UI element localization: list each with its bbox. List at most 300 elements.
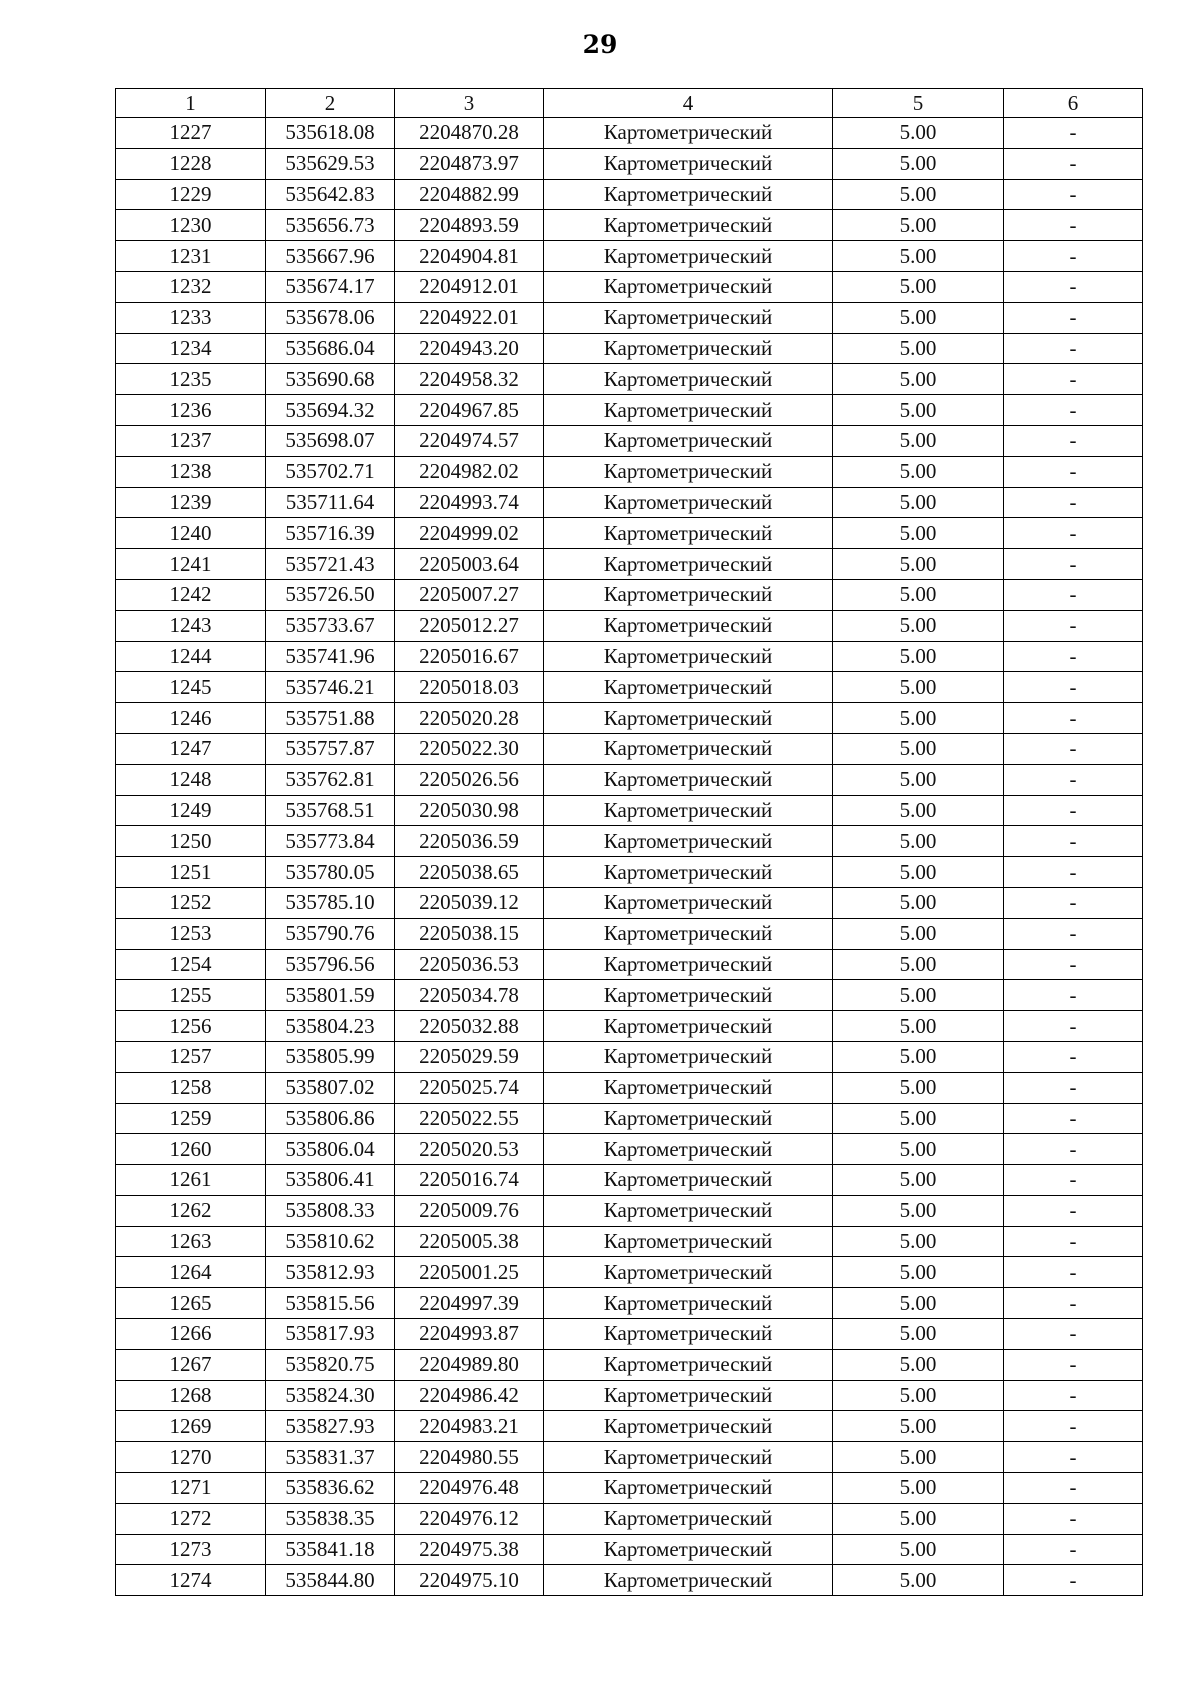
y-coordinate-cell: 2205038.15 (395, 918, 544, 949)
method-cell: Картометрический (544, 241, 833, 272)
description-cell: - (1004, 887, 1143, 918)
table-row (116, 1473, 1143, 1504)
y-coordinate-cell: 2205018.03 (395, 672, 544, 703)
method-cell: Картометрический (544, 949, 833, 980)
point-number-cell: 1238 (116, 456, 266, 487)
point-number-cell: 1229 (116, 179, 266, 210)
x-coordinate-cell: 535805.99 (266, 1041, 395, 1072)
table-row (116, 610, 1143, 641)
accuracy-cell: 5.00 (833, 1503, 1004, 1534)
description-cell: - (1004, 518, 1143, 549)
x-coordinate-cell: 535678.06 (266, 302, 395, 333)
point-number-cell: 1271 (116, 1473, 266, 1504)
column-header: 6 (1004, 89, 1143, 118)
x-coordinate-cell: 535762.81 (266, 764, 395, 795)
table-row (116, 980, 1143, 1011)
accuracy-cell: 5.00 (833, 1011, 1004, 1042)
y-coordinate-cell: 2204986.42 (395, 1380, 544, 1411)
y-coordinate-cell: 2205032.88 (395, 1011, 544, 1042)
point-number-cell: 1227 (116, 118, 266, 149)
accuracy-cell: 5.00 (833, 1380, 1004, 1411)
column-header: 3 (395, 89, 544, 118)
y-coordinate-cell: 2204999.02 (395, 518, 544, 549)
y-coordinate-cell: 2205026.56 (395, 764, 544, 795)
x-coordinate-cell: 535690.68 (266, 364, 395, 395)
table-row (116, 1349, 1143, 1380)
point-number-cell: 1269 (116, 1411, 266, 1442)
accuracy-cell: 5.00 (833, 179, 1004, 210)
point-number-cell: 1251 (116, 857, 266, 888)
accuracy-cell: 5.00 (833, 857, 1004, 888)
description-cell: - (1004, 487, 1143, 518)
accuracy-cell: 5.00 (833, 1072, 1004, 1103)
table-row (116, 1165, 1143, 1196)
table-row (116, 1534, 1143, 1565)
y-coordinate-cell: 2205022.30 (395, 733, 544, 764)
accuracy-cell: 5.00 (833, 1165, 1004, 1196)
y-coordinate-cell: 2204989.80 (395, 1349, 544, 1380)
x-coordinate-cell: 535815.56 (266, 1288, 395, 1319)
description-cell: - (1004, 610, 1143, 641)
y-coordinate-cell: 2205020.28 (395, 703, 544, 734)
y-coordinate-cell: 2205005.38 (395, 1226, 544, 1257)
coordinates-table (115, 88, 1143, 1596)
accuracy-cell: 5.00 (833, 672, 1004, 703)
point-number-cell: 1245 (116, 672, 266, 703)
point-number-cell: 1253 (116, 918, 266, 949)
y-coordinate-cell: 2205034.78 (395, 980, 544, 1011)
accuracy-cell: 5.00 (833, 487, 1004, 518)
y-coordinate-cell: 2205009.76 (395, 1195, 544, 1226)
method-cell: Картометрический (544, 1565, 833, 1596)
method-cell: Картометрический (544, 1411, 833, 1442)
accuracy-cell: 5.00 (833, 241, 1004, 272)
point-number-cell: 1252 (116, 887, 266, 918)
x-coordinate-cell: 535702.71 (266, 456, 395, 487)
accuracy-cell: 5.00 (833, 364, 1004, 395)
method-cell: Картометрический (544, 1288, 833, 1319)
description-cell: - (1004, 1103, 1143, 1134)
description-cell: - (1004, 1195, 1143, 1226)
method-cell: Картометрический (544, 733, 833, 764)
x-coordinate-cell: 535796.56 (266, 949, 395, 980)
accuracy-cell: 5.00 (833, 1411, 1004, 1442)
method-cell: Картометрический (544, 487, 833, 518)
table-row (116, 1226, 1143, 1257)
table-header-row (116, 89, 1143, 118)
y-coordinate-cell: 2204976.12 (395, 1503, 544, 1534)
x-coordinate-cell: 535824.30 (266, 1380, 395, 1411)
description-cell: - (1004, 395, 1143, 426)
x-coordinate-cell: 535721.43 (266, 549, 395, 580)
method-cell: Картометрический (544, 1226, 833, 1257)
method-cell: Картометрический (544, 1473, 833, 1504)
point-number-cell: 1268 (116, 1380, 266, 1411)
point-number-cell: 1230 (116, 210, 266, 241)
table-row (116, 395, 1143, 426)
x-coordinate-cell: 535686.04 (266, 333, 395, 364)
table-row (116, 764, 1143, 795)
y-coordinate-cell: 2204975.38 (395, 1534, 544, 1565)
description-cell: - (1004, 1011, 1143, 1042)
point-number-cell: 1237 (116, 425, 266, 456)
accuracy-cell: 5.00 (833, 1319, 1004, 1350)
description-cell: - (1004, 302, 1143, 333)
table-row (116, 1503, 1143, 1534)
x-coordinate-cell: 535741.96 (266, 641, 395, 672)
description-cell: - (1004, 1257, 1143, 1288)
x-coordinate-cell: 535757.87 (266, 733, 395, 764)
accuracy-cell: 5.00 (833, 887, 1004, 918)
table-row (116, 271, 1143, 302)
accuracy-cell: 5.00 (833, 764, 1004, 795)
description-cell: - (1004, 1349, 1143, 1380)
accuracy-cell: 5.00 (833, 302, 1004, 333)
method-cell: Картометрический (544, 795, 833, 826)
table-row (116, 1195, 1143, 1226)
table-row (116, 1041, 1143, 1072)
description-cell: - (1004, 1565, 1143, 1596)
accuracy-cell: 5.00 (833, 1534, 1004, 1565)
method-cell: Картометрический (544, 179, 833, 210)
x-coordinate-cell: 535806.86 (266, 1103, 395, 1134)
table-row (116, 364, 1143, 395)
table-row (116, 826, 1143, 857)
x-coordinate-cell: 535838.35 (266, 1503, 395, 1534)
method-cell: Картометрический (544, 395, 833, 426)
y-coordinate-cell: 2204993.74 (395, 487, 544, 518)
y-coordinate-cell: 2204993.87 (395, 1319, 544, 1350)
description-cell: - (1004, 118, 1143, 149)
method-cell: Картометрический (544, 302, 833, 333)
x-coordinate-cell: 535804.23 (266, 1011, 395, 1042)
table-row (116, 887, 1143, 918)
y-coordinate-cell: 2205022.55 (395, 1103, 544, 1134)
point-number-cell: 1272 (116, 1503, 266, 1534)
x-coordinate-cell: 535746.21 (266, 672, 395, 703)
description-cell: - (1004, 1041, 1143, 1072)
point-number-cell: 1265 (116, 1288, 266, 1319)
description-cell: - (1004, 179, 1143, 210)
accuracy-cell: 5.00 (833, 579, 1004, 610)
table-row (116, 795, 1143, 826)
point-number-cell: 1231 (116, 241, 266, 272)
method-cell: Картометрический (544, 1134, 833, 1165)
point-number-cell: 1242 (116, 579, 266, 610)
table-row (116, 1380, 1143, 1411)
point-number-cell: 1259 (116, 1103, 266, 1134)
table-row (116, 1565, 1143, 1596)
accuracy-cell: 5.00 (833, 1288, 1004, 1319)
table-row (116, 210, 1143, 241)
description-cell: - (1004, 425, 1143, 456)
method-cell: Картометрический (544, 210, 833, 241)
y-coordinate-cell: 2205036.53 (395, 949, 544, 980)
description-cell: - (1004, 980, 1143, 1011)
y-coordinate-cell: 2205036.59 (395, 826, 544, 857)
table-row (116, 456, 1143, 487)
method-cell: Картометрический (544, 857, 833, 888)
x-coordinate-cell: 535711.64 (266, 487, 395, 518)
description-cell: - (1004, 918, 1143, 949)
method-cell: Картометрический (544, 1041, 833, 1072)
y-coordinate-cell: 2204982.02 (395, 456, 544, 487)
description-cell: - (1004, 641, 1143, 672)
x-coordinate-cell: 535726.50 (266, 579, 395, 610)
y-coordinate-cell: 2204975.10 (395, 1565, 544, 1596)
accuracy-cell: 5.00 (833, 518, 1004, 549)
y-coordinate-cell: 2204974.57 (395, 425, 544, 456)
y-coordinate-cell: 2204893.59 (395, 210, 544, 241)
method-cell: Картометрический (544, 1165, 833, 1196)
method-cell: Картометрический (544, 980, 833, 1011)
column-header: 2 (266, 89, 395, 118)
y-coordinate-cell: 2205020.53 (395, 1134, 544, 1165)
point-number-cell: 1250 (116, 826, 266, 857)
description-cell: - (1004, 1442, 1143, 1473)
description-cell: - (1004, 364, 1143, 395)
column-header: 5 (833, 89, 1004, 118)
method-cell: Картометрический (544, 1195, 833, 1226)
accuracy-cell: 5.00 (833, 333, 1004, 364)
x-coordinate-cell: 535773.84 (266, 826, 395, 857)
table-row (116, 1134, 1143, 1165)
method-cell: Картометрический (544, 518, 833, 549)
point-number-cell: 1255 (116, 980, 266, 1011)
point-number-cell: 1267 (116, 1349, 266, 1380)
description-cell: - (1004, 1411, 1143, 1442)
table-body (116, 118, 1143, 1596)
table-row (116, 179, 1143, 210)
description-cell: - (1004, 210, 1143, 241)
accuracy-cell: 5.00 (833, 1103, 1004, 1134)
x-coordinate-cell: 535674.17 (266, 271, 395, 302)
table-row (116, 949, 1143, 980)
method-cell: Картометрический (544, 118, 833, 149)
y-coordinate-cell: 2204922.01 (395, 302, 544, 333)
y-coordinate-cell: 2205016.74 (395, 1165, 544, 1196)
method-cell: Картометрический (544, 148, 833, 179)
point-number-cell: 1248 (116, 764, 266, 795)
description-cell: - (1004, 549, 1143, 580)
x-coordinate-cell: 535807.02 (266, 1072, 395, 1103)
x-coordinate-cell: 535751.88 (266, 703, 395, 734)
y-coordinate-cell: 2204983.21 (395, 1411, 544, 1442)
y-coordinate-cell: 2204943.20 (395, 333, 544, 364)
x-coordinate-cell: 535698.07 (266, 425, 395, 456)
y-coordinate-cell: 2205016.67 (395, 641, 544, 672)
x-coordinate-cell: 535820.75 (266, 1349, 395, 1380)
x-coordinate-cell: 535844.80 (266, 1565, 395, 1596)
point-number-cell: 1258 (116, 1072, 266, 1103)
table-row (116, 302, 1143, 333)
table-row (116, 1442, 1143, 1473)
table-row (116, 1103, 1143, 1134)
x-coordinate-cell: 535618.08 (266, 118, 395, 149)
point-number-cell: 1241 (116, 549, 266, 580)
table-row (116, 579, 1143, 610)
description-cell: - (1004, 857, 1143, 888)
point-number-cell: 1264 (116, 1257, 266, 1288)
accuracy-cell: 5.00 (833, 1349, 1004, 1380)
point-number-cell: 1235 (116, 364, 266, 395)
method-cell: Картометрический (544, 1319, 833, 1350)
x-coordinate-cell: 535694.32 (266, 395, 395, 426)
table-row (116, 1257, 1143, 1288)
point-number-cell: 1228 (116, 148, 266, 179)
y-coordinate-cell: 2204882.99 (395, 179, 544, 210)
x-coordinate-cell: 535808.33 (266, 1195, 395, 1226)
y-coordinate-cell: 2204980.55 (395, 1442, 544, 1473)
accuracy-cell: 5.00 (833, 641, 1004, 672)
description-cell: - (1004, 1319, 1143, 1350)
method-cell: Картометрический (544, 672, 833, 703)
method-cell: Картометрический (544, 918, 833, 949)
accuracy-cell: 5.00 (833, 703, 1004, 734)
y-coordinate-cell: 2205030.98 (395, 795, 544, 826)
method-cell: Картометрический (544, 764, 833, 795)
x-coordinate-cell: 535831.37 (266, 1442, 395, 1473)
accuracy-cell: 5.00 (833, 118, 1004, 149)
method-cell: Картометрический (544, 641, 833, 672)
description-cell: - (1004, 1534, 1143, 1565)
table-row (116, 518, 1143, 549)
x-coordinate-cell: 535656.73 (266, 210, 395, 241)
x-coordinate-cell: 535785.10 (266, 887, 395, 918)
accuracy-cell: 5.00 (833, 271, 1004, 302)
x-coordinate-cell: 535780.05 (266, 857, 395, 888)
accuracy-cell: 5.00 (833, 980, 1004, 1011)
point-number-cell: 1236 (116, 395, 266, 426)
description-cell: - (1004, 1380, 1143, 1411)
table-row (116, 487, 1143, 518)
table-row (116, 1319, 1143, 1350)
description-cell: - (1004, 764, 1143, 795)
accuracy-cell: 5.00 (833, 210, 1004, 241)
table-row (116, 549, 1143, 580)
accuracy-cell: 5.00 (833, 1442, 1004, 1473)
y-coordinate-cell: 2205001.25 (395, 1257, 544, 1288)
description-cell: - (1004, 703, 1143, 734)
description-cell: - (1004, 1473, 1143, 1504)
table-row (116, 641, 1143, 672)
y-coordinate-cell: 2205007.27 (395, 579, 544, 610)
x-coordinate-cell: 535806.41 (266, 1165, 395, 1196)
x-coordinate-cell: 535827.93 (266, 1411, 395, 1442)
accuracy-cell: 5.00 (833, 949, 1004, 980)
point-number-cell: 1260 (116, 1134, 266, 1165)
accuracy-cell: 5.00 (833, 826, 1004, 857)
x-coordinate-cell: 535801.59 (266, 980, 395, 1011)
table-row (116, 148, 1143, 179)
point-number-cell: 1234 (116, 333, 266, 364)
method-cell: Картометрический (544, 610, 833, 641)
column-header: 4 (544, 89, 833, 118)
description-cell: - (1004, 456, 1143, 487)
x-coordinate-cell: 535667.96 (266, 241, 395, 272)
accuracy-cell: 5.00 (833, 1195, 1004, 1226)
point-number-cell: 1239 (116, 487, 266, 518)
method-cell: Картометрический (544, 887, 833, 918)
y-coordinate-cell: 2204958.32 (395, 364, 544, 395)
y-coordinate-cell: 2204976.48 (395, 1473, 544, 1504)
page-number: 29 (582, 30, 618, 59)
method-cell: Картометрический (544, 425, 833, 456)
table-row (116, 425, 1143, 456)
accuracy-cell: 5.00 (833, 395, 1004, 426)
method-cell: Картометрический (544, 579, 833, 610)
x-coordinate-cell: 535716.39 (266, 518, 395, 549)
accuracy-cell: 5.00 (833, 456, 1004, 487)
table-row (116, 1288, 1143, 1319)
method-cell: Картометрический (544, 1072, 833, 1103)
accuracy-cell: 5.00 (833, 610, 1004, 641)
x-coordinate-cell: 535841.18 (266, 1534, 395, 1565)
accuracy-cell: 5.00 (833, 1134, 1004, 1165)
y-coordinate-cell: 2205039.12 (395, 887, 544, 918)
point-number-cell: 1254 (116, 949, 266, 980)
y-coordinate-cell: 2205003.64 (395, 549, 544, 580)
table-row (116, 918, 1143, 949)
x-coordinate-cell: 535836.62 (266, 1473, 395, 1504)
x-coordinate-cell: 535810.62 (266, 1226, 395, 1257)
description-cell: - (1004, 1503, 1143, 1534)
description-cell: - (1004, 1072, 1143, 1103)
y-coordinate-cell: 2204904.81 (395, 241, 544, 272)
description-cell: - (1004, 241, 1143, 272)
point-number-cell: 1233 (116, 302, 266, 333)
x-coordinate-cell: 535768.51 (266, 795, 395, 826)
x-coordinate-cell: 535733.67 (266, 610, 395, 641)
accuracy-cell: 5.00 (833, 1257, 1004, 1288)
accuracy-cell: 5.00 (833, 795, 1004, 826)
point-number-cell: 1273 (116, 1534, 266, 1565)
method-cell: Картометрический (544, 333, 833, 364)
point-number-cell: 1244 (116, 641, 266, 672)
description-cell: - (1004, 1165, 1143, 1196)
table-row (116, 857, 1143, 888)
point-number-cell: 1240 (116, 518, 266, 549)
x-coordinate-cell: 535817.93 (266, 1319, 395, 1350)
table-row (116, 703, 1143, 734)
method-cell: Картометрический (544, 1257, 833, 1288)
y-coordinate-cell: 2204873.97 (395, 148, 544, 179)
accuracy-cell: 5.00 (833, 1473, 1004, 1504)
point-number-cell: 1246 (116, 703, 266, 734)
method-cell: Картометрический (544, 1103, 833, 1134)
column-header: 1 (116, 89, 266, 118)
point-number-cell: 1263 (116, 1226, 266, 1257)
method-cell: Картометрический (544, 1349, 833, 1380)
description-cell: - (1004, 795, 1143, 826)
description-cell: - (1004, 826, 1143, 857)
method-cell: Картометрический (544, 364, 833, 395)
method-cell: Картометрический (544, 1534, 833, 1565)
table-row (116, 241, 1143, 272)
description-cell: - (1004, 148, 1143, 179)
method-cell: Картометрический (544, 826, 833, 857)
point-number-cell: 1247 (116, 733, 266, 764)
x-coordinate-cell: 535812.93 (266, 1257, 395, 1288)
x-coordinate-cell: 535790.76 (266, 918, 395, 949)
accuracy-cell: 5.00 (833, 918, 1004, 949)
accuracy-cell: 5.00 (833, 148, 1004, 179)
x-coordinate-cell: 535806.04 (266, 1134, 395, 1165)
method-cell: Картометрический (544, 1442, 833, 1473)
point-number-cell: 1257 (116, 1041, 266, 1072)
method-cell: Картометрический (544, 1011, 833, 1042)
table-row (116, 672, 1143, 703)
